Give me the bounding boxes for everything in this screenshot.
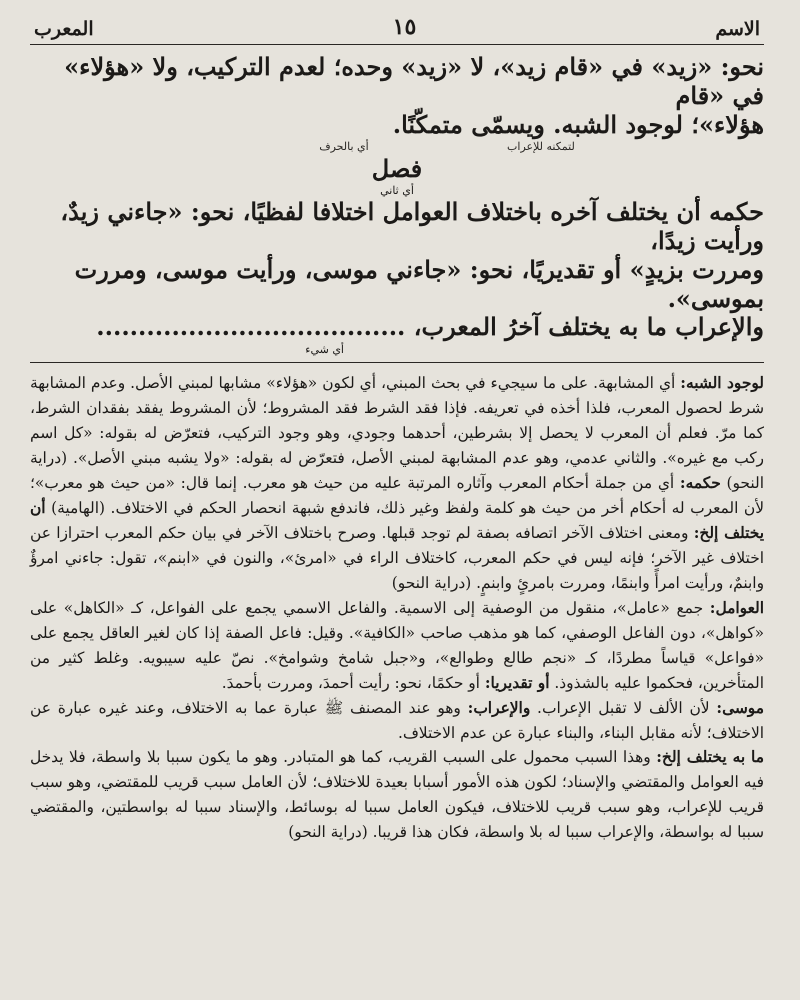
commentary-text: لأن الألف لا تقبل الإعراب. <box>530 698 717 717</box>
commentary-lead: أو تقديريا: <box>484 673 550 692</box>
header-section-title: المعرب <box>34 18 94 40</box>
commentary-text: أي من جملة أحكام المعرب وآثاره المرتبة عليه من حيث هو معرب. إنما قال: «من حيث هو معرب»؛ لأن المعرب له أحكام أخر من حيث هو كلمة ولفظ وغير ذلك، فاندفع شبهة انحصار الحكم في الاختلاف. (الهامية) <box>30 473 764 517</box>
interlinear-gloss-2: أي ثاني <box>380 184 414 198</box>
commentary-text: وهذا السبب محمول على السبب القريب، كما هو المتبادر. وهو ما يكون سببا بلا واسطة، فلا يدخل فيه العوامل والمقتضي والإسناد؛ لكون هذه الأمور أسبابا بعيدة للاختلاف؛ لأن العامل سبب قريب للمقتضي، وهو سبب قريب للإعراب، وهو سبب قريب للاختلاف، فيكون العامل سببا له بوسائط، والإسناد سببا له بواسطتين، والمقتضي سببا له بواسطة، والإعراب سببا له بلا واسطة، فكان هذا قريبا. (دراية النحو) <box>30 748 764 842</box>
commentary-paragraph <box>30 696 764 746</box>
commentary-lead: والإعراب: <box>467 698 531 717</box>
commentary-text: وهو عند المصنف ﷺ عبارة عما به الاختلاف، وعند غيره عبارة عن الاختلاف؛ لأنه مقابل البناء، والبناء عبارة عن عدم الاختلاف. <box>30 698 764 742</box>
main-text-line-5: والإعراب ما به يختلف آخرُ المعرب، ..... <box>30 313 764 342</box>
commentary <box>30 371 764 845</box>
header-chapter-title: الاسم <box>715 18 760 40</box>
main-text-line-1: نحو: «زيد» في «قام زيد»، لا «زيد» وحده؛ لعدم التركيب، ولا «هؤلاء» في «قام <box>64 52 764 110</box>
page-number: ١٥ <box>392 14 417 40</box>
commentary-text: أو حكمًا، نحو: رأيت أحمدَ، ومررت بأحمدَ. <box>221 673 485 692</box>
commentary-text: جمع «عامل»، منقول من الوصفية إلى الاسمية. والفاعل الاسمي يجمع على الفواعل، كـ «الكاهل» على «كواهل»، دون الفاعل الوصفي، كما هو مذهب صاحب «الكافية». وقيل: فاعل الصفة إذا كان لغير العاقل يجمع على «فواعل» قياساً مطردًا، كـ «نجم طالع وطوالع»، و«جبل شامخ وشوامخ». نصّ عليه سيبويه. وغلط كثير من المتأخرين، فحكموا عليه بالشذوذ. <box>30 598 764 692</box>
interlinear-gloss-1 <box>30 139 764 155</box>
gloss-item: أي بالحرف <box>319 140 369 154</box>
gloss-item: لتمكنه للإعراب <box>507 140 575 154</box>
main-text-line-4: ومررت بزيدٍ» أو تقديريًا، نحو: «جاءني موسى، ورأيت موسى، ومررت بموسى». <box>74 254 764 313</box>
commentary-lead: العوامل: <box>709 598 764 617</box>
commentary-text: ومعنى اختلاف الآخر اتصافه بصفة لم توجد قبلها. وصرح باختلاف الآخر في بيان حكم المعرب احترازا عن اختلاف غير الآخر؛ فإنه ليس في حكم المعرب، كاختلاف الراء في «امرئ»، والنون في «ابنم»، تقول: جاءني امرؤٌ وابنمٌ، ورأيت امرأً وابنمًا، ومررت بامرئٍ وابنمٍ. (دراية النحو) <box>30 523 764 592</box>
commentary-lead: ما به يختلف إلخ: <box>656 748 764 767</box>
section-title: فصل <box>371 154 423 184</box>
running-header <box>30 14 764 45</box>
separator-rule <box>30 362 764 363</box>
commentary-lead: حكمه: <box>679 473 721 492</box>
main-text <box>30 53 764 358</box>
commentary-lead: أن يختلف إلخ: <box>30 498 764 542</box>
interlinear-gloss-3: أي شيء <box>305 343 344 357</box>
commentary-lead: لوجود الشبه: <box>680 374 764 393</box>
commentary-text: أي المشابهة. على ما سيجيء في بحث المبني، أي لكون «هؤلاء» مشابها لمبني الأصل. وعدم المشابهة شرط لحصول المعرب، فلذا أخذه في تعريفه. فإذا فقد الشرط فقد المشروط؛ لأن المشروط يفقد بفقدان الشرط، كما مرّ. فعلم أن المعرب لا يحصل إلا بشرطين، أحدهما وجودي، وهو وجود التركيب، فتعرّض له بقوله: «كل اسم ركب مع غيره». والثاني عدمي، وهو عدم المشابهة لمبني الأصل، فتعرّض له بقوله: «ولا يشبه مبني الأصل». (دراية النحو) <box>30 374 764 492</box>
commentary-paragraph <box>30 596 764 696</box>
main-text-line-2: هؤلاء»؛ لوجود الشبه. ويسمّى متمكّنًا. <box>392 109 764 139</box>
commentary-lead: موسى: <box>716 698 765 717</box>
main-text-line-3: حكمه أن يختلف آخره باختلاف العوامل اختلافا لفظيًا، نحو: «جاءني زيدٌ، ورأيت زيدًا، <box>60 197 764 255</box>
commentary-paragraph <box>30 745 764 845</box>
commentary-paragraph <box>30 371 764 596</box>
